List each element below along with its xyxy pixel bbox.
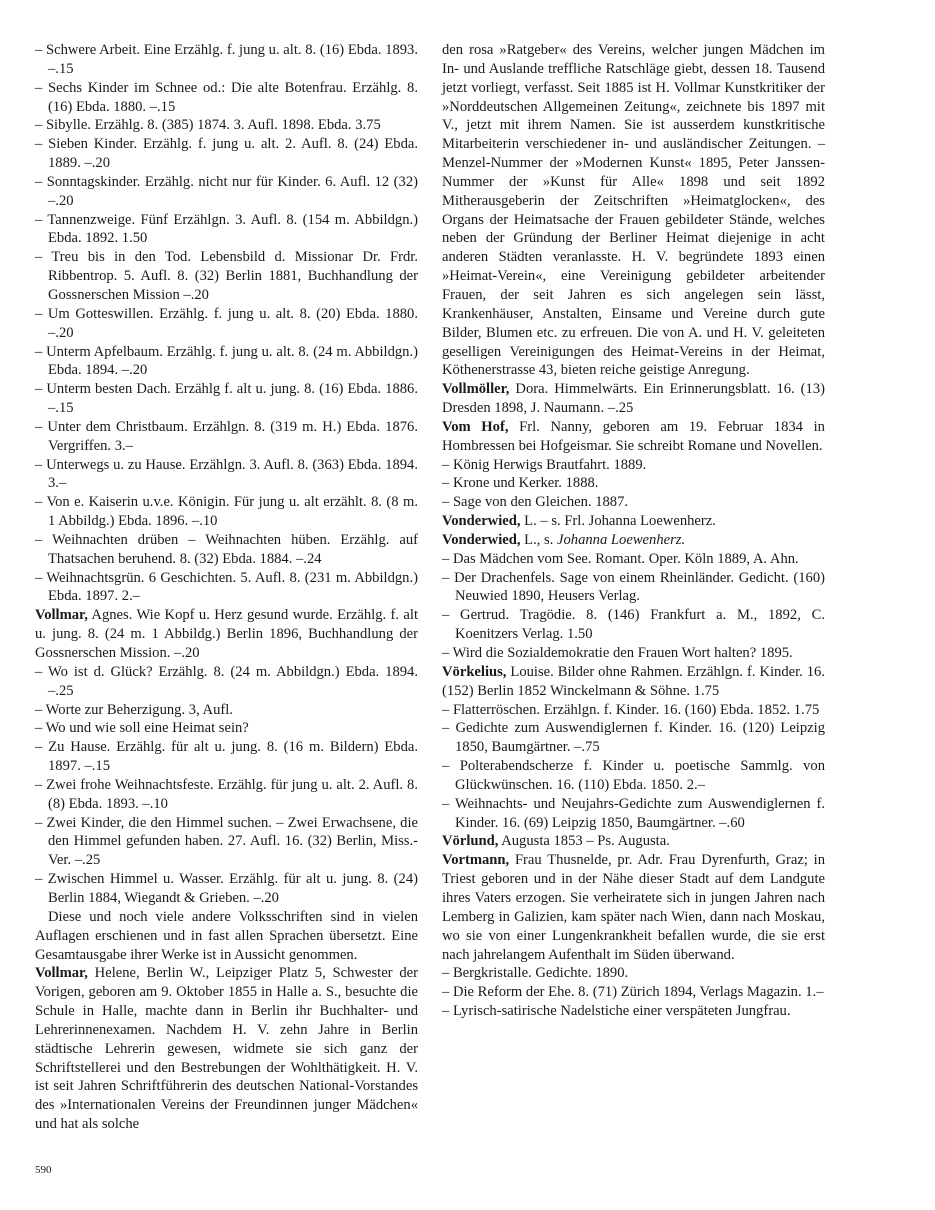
- bibliography-item: – Schwere Arbeit. Eine Erzählg. f. jung u. alt. 8. (16) Ebda. 1893. –.15: [35, 42, 418, 77]
- entry-text: L., s.: [520, 531, 558, 548]
- author-entry: [35, 964, 418, 1134]
- author-name: Vonderwied,: [442, 513, 521, 530]
- bibliography-item: – Worte zur Beherzigung. 3, Aufl.: [35, 701, 233, 718]
- bibliography-item: – Um Gotteswillen. Erzählg. f. jung u. alt. 8. (20) Ebda. 1880. –.20: [35, 305, 418, 341]
- entry-text: Louise. Bilder ohne Rahmen. Erzählgn. f. Kinder. 16. (152) Berlin 1852 Winckelmann & Söhne. 1.75: [442, 663, 825, 699]
- bibliography-item: – Der Drachenfels. Sage von einem Rheinländer. Gedicht. (160) Neuwied 1890, Heusers Verlag.: [442, 569, 825, 605]
- author-entry: [35, 606, 418, 663]
- bibliography-item: – Sechs Kinder im Schnee od.: Die alte Botenfrau. Erzählg. 8. (16) Ebda. 1880. –.15: [35, 79, 418, 115]
- bibliography-item: – Treu bis in den Tod. Lebensbild d. Missionar Dr. Frdr. Ribbentrop. 5. Aufl. 8. (32) Berlin 1881, Buchhandlung der Gossnerschen Mission –.20: [35, 249, 418, 303]
- bibliography-item: – Weihnachten drüben – Weihnachten hüben. Erzählg. auf Thatsachen beruhend. 8. (32) Ebda. 1884. –.24: [35, 531, 418, 567]
- entry-text: Dora. Himmelwärts. Ein Erinnerungsblatt. 16. (13) Dresden 1898, J. Naumann. –.25: [442, 381, 825, 417]
- author-name: Vörlund,: [442, 833, 499, 850]
- bibliography-item: – König Herwigs Brautfahrt. 1889.: [442, 456, 647, 473]
- bibliography-item: – Wo ist d. Glück? Erzählg. 8. (24 m. Abbildgn.) Ebda. 1894. –.25: [35, 663, 418, 699]
- author-name: Vörkelius,: [442, 663, 507, 680]
- bibliography-item: – Gedichte zum Auswendiglernen f. Kinder. 16. (120) Leipzig 1850, Baumgärtner. –.75: [442, 720, 825, 756]
- bibliography-item: – Unterm besten Dach. Erzählg f. alt u. jung. 8. (16) Ebda. 1886. –.15: [35, 381, 418, 417]
- bibliography-item: – Unterwegs u. zu Hause. Erzählgn. 3. Aufl. 8. (363) Ebda. 1894. 3.–: [35, 456, 418, 492]
- bibliography-item: – Krone und Kerker. 1888.: [442, 475, 599, 492]
- entry-text: L. – s. Frl. Johanna Loewenherz.: [520, 513, 716, 530]
- author-name: Vom Hof,: [442, 418, 509, 435]
- author-entry: [442, 832, 825, 851]
- bibliography-item: – Wo und wie soll eine Heimat sein?: [35, 720, 249, 737]
- entry-text: Agnes. Wie Kopf u. Herz gesund wurde. Erzählg. f. alt u. jung. 8. (24 m. 1 Abbildg.) Berlin 1896, Buchhandlung der Gossnerschen Mission. –.20: [35, 607, 418, 661]
- bibliography-item: – Das Mädchen vom See. Romant. Oper. Köln 1889, A. Ahn.: [442, 550, 799, 567]
- bibliography-item: – Flatterröschen. Erzählgn. f. Kinder. 16. (160) Ebda. 1852. 1.75: [442, 701, 820, 718]
- bibliography-item: – Bergkristalle. Gedichte. 1890.: [442, 965, 629, 982]
- bibliography-item: – Weihnachtsgrün. 6 Geschichten. 5. Aufl. 8. (231 m. Abbildgn.) Ebda. 1897. 2.–: [35, 569, 418, 605]
- author-name: Vortmann,: [442, 852, 510, 869]
- bibliography-item: – Gertrud. Tragödie. 8. (146) Frankfurt a. M., 1892, C. Koenitzers Verlag. 1.50: [442, 607, 825, 643]
- author-name: Vonderwied,: [442, 531, 521, 548]
- bibliography-item: – Lyrisch-satirische Nadelstiche einer verspäteten Jungfrau.: [442, 1003, 791, 1020]
- cross-reference: Johanna Loewenherz.: [557, 531, 686, 548]
- author-entry: [442, 380, 825, 418]
- author-name: Vollmar,: [35, 607, 88, 624]
- bibliography-item: – Sonntagskinder. Erzählg. nicht nur für Kinder. 6. Aufl. 12 (32) –.20: [35, 173, 418, 209]
- author-entry: [442, 663, 825, 701]
- bibliography-item: – Wird die Sozialdemokratie den Frauen Wort halten? 1895.: [442, 645, 793, 661]
- bibliography-item: – Sieben Kinder. Erzählg. f. jung u. alt. 2. Aufl. 8. (24) Ebda. 1889. –.20: [35, 136, 418, 172]
- bibliography-item: – Sage von den Gleichen. 1887.: [442, 494, 629, 511]
- entry-text: Helene, Berlin W., Leipziger Platz 5, Schwester der Vorigen, geboren am 9. Oktober 1855 in Halle a. S., besuchte die Schule in Halle, machte dann in Berlin ihr Buchhalter- und Lehrerinnenexamen. Nachdem H. V. zehn Jahre in Berlin städtische Lehrerin gewesen, widmete sie sich ganz der Schriftstellerei und den Bestrebungen der Wohlthätigkeit. H. V. ist seit Jahren Schriftführerin des deutschen National-Vorstandes des »Internationalen Vereins der Freundinnen junger Mädchen« und hat als solche: [35, 965, 418, 1133]
- bibliography-item: – Weihnachts- und Neujahrs-Gedichte zum Auswendiglernen f. Kinder. 16. (69) Leipzig 1850, Baumgärtner. –.60: [442, 795, 825, 831]
- right-column: [442, 41, 825, 1021]
- bibliography-item: – Zwei frohe Weihnachtsfeste. Erzählg. für jung u. alt. 2. Aufl. 8. (8) Ebda. 1893. –.10: [35, 776, 418, 812]
- left-column: [35, 41, 418, 1134]
- entry-text: Augusta 1853 – Ps. Augusta.: [498, 833, 670, 850]
- bibliography-item: – Die Reform der Ehe. 8. (71) Zürich 1894, Verlags Magazin. 1.–: [442, 984, 824, 1001]
- author-entry: [442, 512, 825, 531]
- bibliography-item: – Unterm Apfelbaum. Erzählg. f. jung u. alt. 8. (24 m. Abbildgn.) Ebda. 1894. –.20: [35, 343, 418, 379]
- bibliography-item: – Polterabendscherze f. Kinder u. poetische Sammlg. von Glückwünschen. 16. (110) Ebda. 1850. 2.–: [442, 758, 825, 793]
- author-entry: [442, 851, 825, 964]
- bibliography-item: – Tannenzweige. Fünf Erzählgn. 3. Aufl. 8. (154 m. Abbildgn.) Ebda. 1892. 1.50: [35, 211, 418, 247]
- author-name: Vollmöller,: [442, 381, 510, 398]
- entry-text: Frau Thusnelde, pr. Adr. Frau Dyrenfurth, Graz; in Triest geboren und in der Nähe dieser Stadt auf dem Landgute ihres Vaters erzogen. Sie verheiratete sich in jungen Jahren nach Lemberg in Galizien, kam später nach Wien, dann nach Moskau, wo sie von einer Lungenkrankheit befallen wurde, die sie erst nach jahrelangem Aufenthalt im Süden überwand.: [442, 852, 825, 963]
- bibliography-item: – Von e. Kaiserin u.v.e. Königin. Für jung u. alt erzählt. 8. (8 m. 1 Abbildg.) Ebda. 1896. –.10: [35, 494, 418, 530]
- bibliography-item: – Sibylle. Erzählg. 8. (385) 1874. 3. Aufl. 1898. Ebda. 3.75: [35, 117, 381, 134]
- bibliography-item: – Zwischen Himmel u. Wasser. Erzählg. für alt u. jung. 8. (24) Berlin 1884, Wiegandt & Grieben. –.20: [35, 871, 418, 906]
- author-entry: [442, 418, 825, 456]
- author-entry: [442, 531, 825, 550]
- entry-text: Frl. Nanny, geboren am 19. Februar 1834 in Hombressen bei Hofgeismar. Sie schreibt Romane und Novellen.: [442, 418, 825, 454]
- author-name: Vollmar,: [35, 965, 88, 982]
- bibliography-item: – Unter dem Christbaum. Erzählgn. 8. (319 m. H.) Ebda. 1876. Vergriffen. 3.–: [35, 418, 418, 454]
- bibliography-item: – Zwei Kinder, die den Himmel suchen. – Zwei Erwachsene, die den Himmel gefunden haben. 27. Aufl. 16. (32) Berlin, Miss.-Ver. –.25: [35, 814, 418, 869]
- biography-paragraph: den rosa »Ratgeber« des Vereins, welcher jungen Mädchen im In- und Auslande treffliche Ratschläge giebt, dessen 18. Tausend jetzt vorliegt, verfasst. Seit 1885 ist H. Vollmar Kunstkritiker der »Norddeutschen Allgemeinen Zeitung«, zeichnete bis 1897 mit V., jetzt mit ihrem Namen. Sie ist ausserdem kunstkritische Mitarbeiterin verschiedener in- und ausländischer Zeitungen. – Menzel-Nummer der »Modernen Kunst« 1895, Peter Janssen-Nummer der »Kunst für Alle« 1898 und seit 1892 Mitherausgeberin der Zeitschriften »Heimatglocken«, des Organs der Heimatsache der Frauen gebildeter Stände, welches neben der Gründung der Berliner Heimat diejenige in acht anderen Städten veranlasste. H. V. begründete 1893 einen »Heimat-Verein«, eine Vereinigung gebildeter arbeitender Frauen, der seit Jahren es sich angelegen sein lässt, Krankenhäuser, Anstalten, Einsame und Vereine durch gute Bilder, Blumen etc. zu erfreuen. Die von A. und H. V. geleiteten geselligen Vereinigungen des Heimat-Vereins in der Heimat, Köthenerstrasse 43, bieten reiche geistige Anregung.: [442, 42, 825, 379]
- bibliography-item: – Zu Hause. Erzählg. für alt u. jung. 8. (16 m. Bildern) Ebda. 1897. –.15: [35, 739, 418, 775]
- page-number: 590: [35, 1164, 52, 1176]
- note-paragraph: Diese und noch viele andere Volksschriften sind in vielen Auflagen erschienen und in fast allen Sprachen übersetzt. Eine Gesamtausgabe ihrer Werke ist in Aussicht genommen.: [35, 908, 418, 963]
